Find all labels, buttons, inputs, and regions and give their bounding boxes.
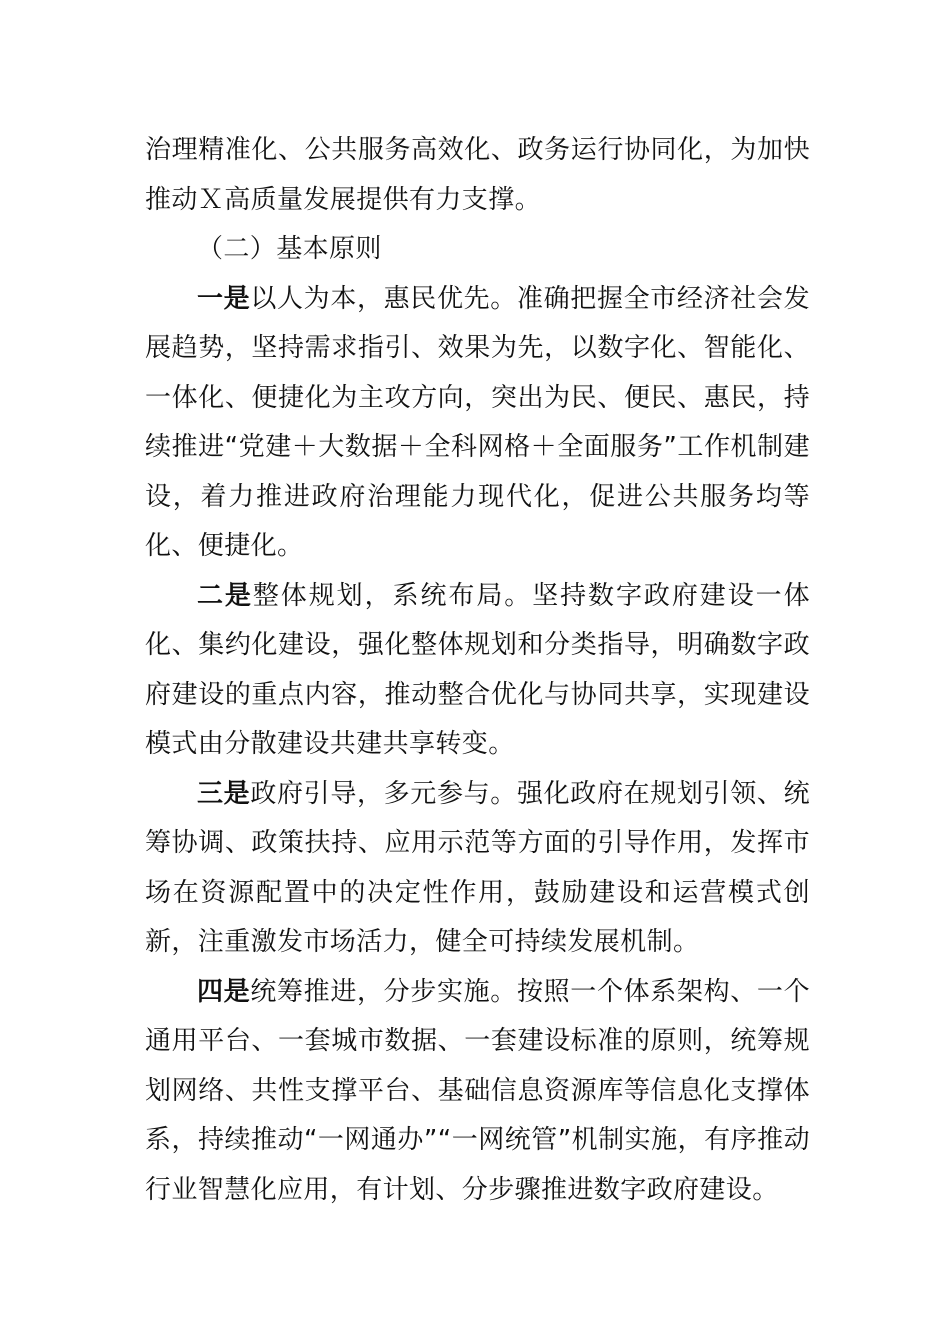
principle-lead-4: 四是	[197, 976, 251, 1007]
principle-text-4: 统筹推进，分步实施。按照一个体系架构、一个通用平台、一套城市数据、一套建设标准的原则，统筹规划网络、共性支撑平台、基础信息资源库等信息化支撑体系，持续推动“一网通办”“一网统管”机制实施，有序推动行业智慧化应用，有计划、分步骤推进数字政府建设。	[145, 976, 810, 1205]
section-heading-text: （二）基本原则	[197, 234, 382, 264]
principle-paragraph-1	[145, 275, 810, 572]
principle-text-3: 政府引导，多元参与。强化政府在规划引领、统筹协调、政策扶持、应用示范等方面的引导作用，发挥市场在资源配置中的决定性作用，鼓励建设和运营模式创新，注重激发市场活力，健全可持续发展机制。	[145, 778, 810, 957]
document-body	[145, 126, 810, 1215]
intro-text: 治理精准化、公共服务高效化、政务运行协同化，为加快推动Ｘ高质量发展提供有力支撑。	[145, 135, 810, 215]
principle-lead-3: 三是	[197, 778, 251, 809]
principle-lead-2: 二是	[197, 580, 253, 611]
principle-text-1: 以人为本，惠民优先。准确把握全市经济社会发展趋势，坚持需求指引、效果为先，以数字化、智能化、一体化、便捷化为主攻方向，突出为民、便民、惠民，持续推进“党建＋大数据＋全科网格＋全面服务”工作机制建设，着力推进政府治理能力现代化，促进公共服务均等化、便捷化。	[145, 283, 810, 561]
principle-paragraph-2	[145, 572, 810, 770]
principle-paragraph-3	[145, 770, 810, 968]
principle-lead-1: 一是	[197, 283, 251, 314]
section-heading	[145, 225, 810, 275]
intro-paragraph	[145, 126, 810, 225]
principle-paragraph-4	[145, 968, 810, 1216]
principle-text-2: 整体规划，系统布局。坚持数字政府建设一体化、集约化建设，强化整体规划和分类指导，明确数字政府建设的重点内容，推动整合优化与协同共享，实现建设模式由分散建设共建共享转变。	[145, 580, 810, 759]
